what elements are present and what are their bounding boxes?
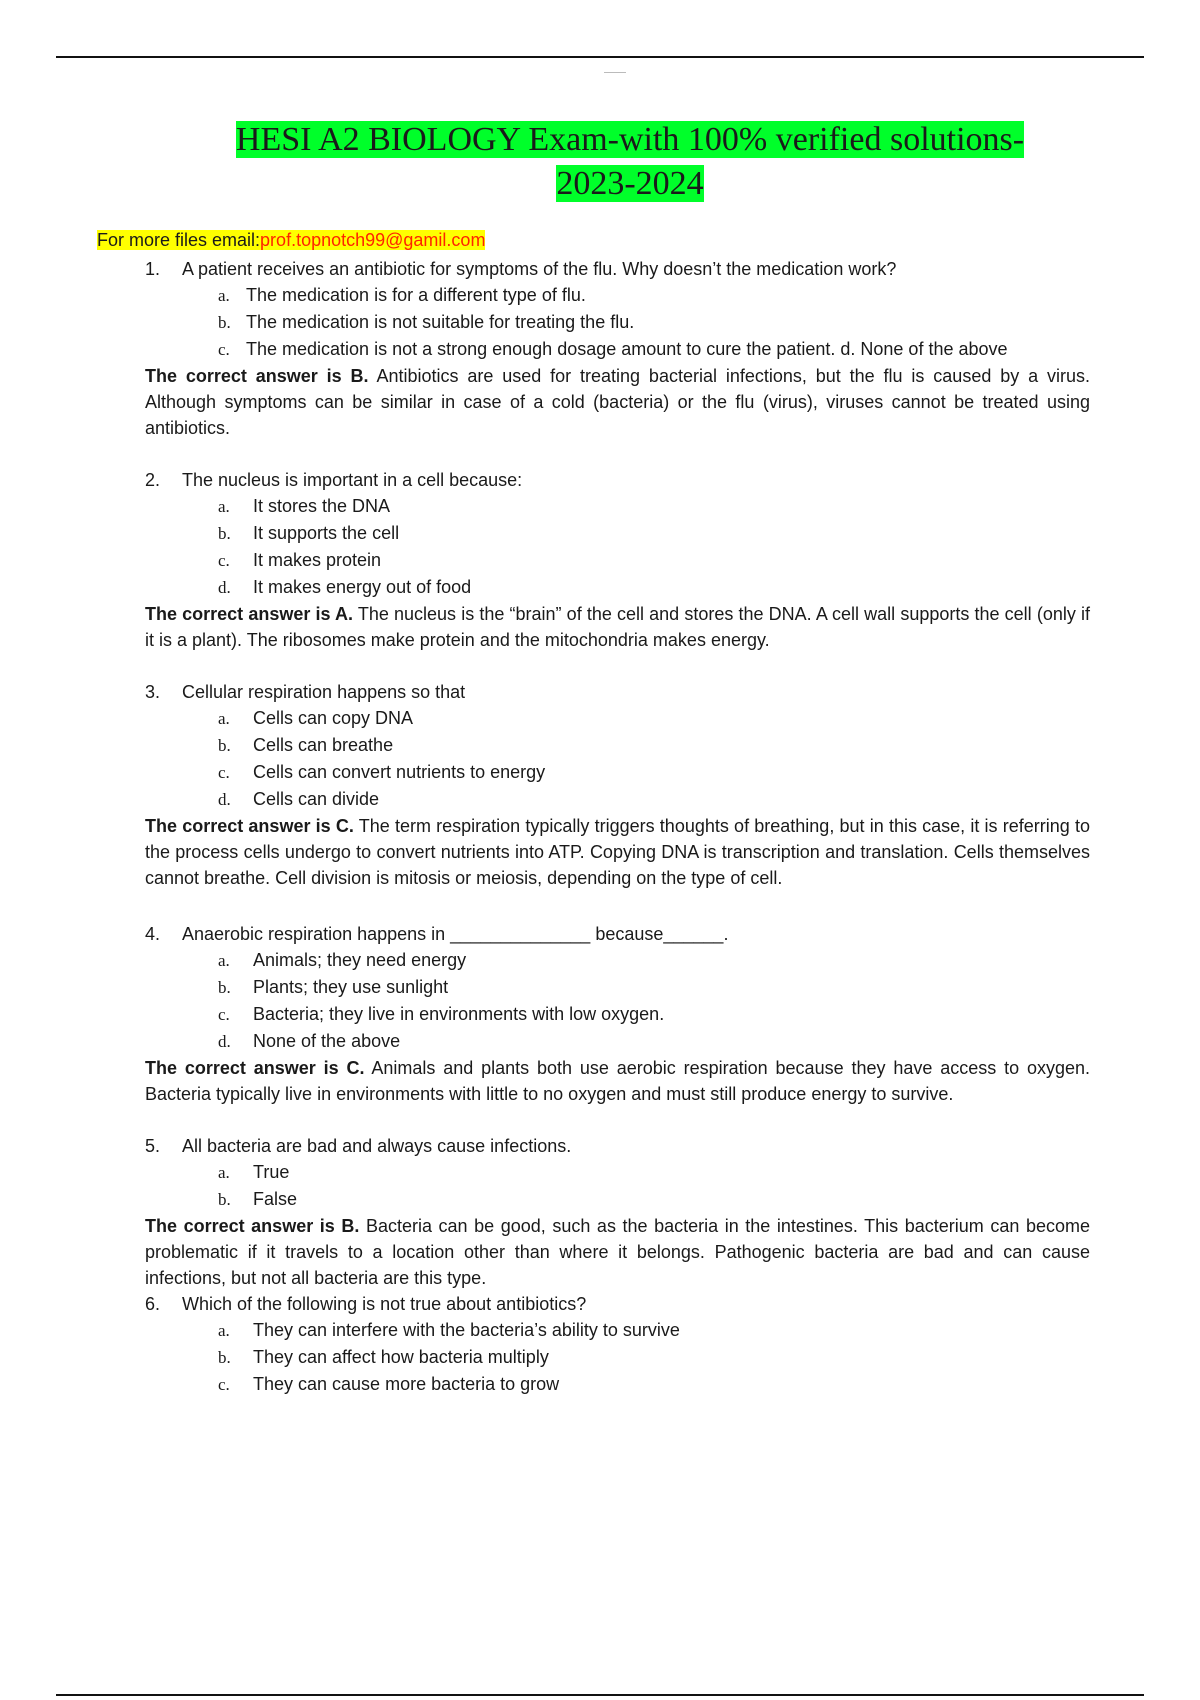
question-number: 2. xyxy=(145,470,161,490)
answer-lead: The correct answer is A. xyxy=(145,604,354,624)
option-6a xyxy=(218,1317,1098,1344)
option-2a xyxy=(218,493,1098,520)
answer-5 xyxy=(145,1213,1090,1291)
question-2 xyxy=(145,467,1090,493)
option-text: Cells can copy DNA xyxy=(253,708,414,728)
option-text: The medication is not suitable for treating the flu. xyxy=(246,312,635,332)
question-list xyxy=(0,256,1200,1398)
option-4b xyxy=(218,974,1098,1001)
option-1c xyxy=(218,336,1098,363)
contact-line xyxy=(97,230,485,251)
option-text: False xyxy=(253,1189,298,1209)
option-text: None of the above xyxy=(253,1031,401,1051)
option-text: True xyxy=(253,1162,290,1182)
option-letter: b. xyxy=(218,524,231,543)
option-letter: c. xyxy=(218,1375,230,1394)
option-letter: c. xyxy=(218,551,230,570)
option-letter: a. xyxy=(218,497,230,516)
option-text: They can affect how bacteria multiply xyxy=(253,1347,549,1367)
option-text: Cells can breathe xyxy=(253,735,394,755)
option-2b xyxy=(218,520,1098,547)
footer-rule xyxy=(56,1694,1144,1696)
option-letter: a. xyxy=(218,1163,230,1182)
contact-label: For more files email: xyxy=(97,230,261,250)
option-text: The medication is for a different type of flu. xyxy=(246,285,586,305)
option-text: It stores the DNA xyxy=(253,496,391,516)
option-letter: c. xyxy=(218,340,230,359)
title-text: HESI A2 BIOLOGY Exam-with 100% verified solutions- 2023-2024 xyxy=(235,121,1025,202)
option-4d xyxy=(218,1028,1098,1055)
question-text: Cellular respiration happens so that xyxy=(182,682,466,702)
answer-explanation: Bacteria can be good, such as the bacteria in the intestines. This bacterium can become problematic if it travels to a location other than where it belongs. Pathogenic bacteria are bad and can cause infections, but not all bacteria are this type. xyxy=(145,1216,1090,1288)
question-6 xyxy=(145,1291,1090,1317)
question-text: Which of the following is not true about antibiotics? xyxy=(182,1294,587,1314)
question-3 xyxy=(145,679,1090,705)
answer-explanation: The nucleus is the “brain” of the cell and stores the DNA. A cell wall supports the cell (only if it is a plant). The ribosomes make protein and the mitochondria makes energy. xyxy=(145,604,1090,650)
option-text: It makes energy out of food xyxy=(253,577,472,597)
option-letter: a. xyxy=(218,709,230,728)
header-mark xyxy=(604,72,626,73)
option-letter: d. xyxy=(218,790,231,809)
option-5b xyxy=(218,1186,1098,1213)
option-letter: d. xyxy=(218,578,231,597)
option-letter: b. xyxy=(218,313,231,332)
question-1 xyxy=(145,256,1090,282)
answer-explanation: Animals and plants both use aerobic respiration because they have access to oxygen. Bacteria typically live in environments with little to no oxygen and must still produce energy to survive. xyxy=(145,1058,1090,1104)
question-number: 4. xyxy=(145,924,161,944)
option-1a xyxy=(218,282,1098,309)
option-6c xyxy=(218,1371,1098,1398)
header-rule xyxy=(56,56,1144,58)
question-text: Anaerobic respiration happens in ______________ because______. xyxy=(182,924,729,944)
option-5a xyxy=(218,1159,1098,1186)
option-text: Cells can convert nutrients to energy xyxy=(253,762,546,782)
option-text: Plants; they use sunlight xyxy=(253,977,449,997)
option-letter: d. xyxy=(218,1032,231,1051)
option-letter: a. xyxy=(218,1321,230,1340)
answer-3 xyxy=(145,813,1090,891)
answer-1 xyxy=(145,363,1090,441)
option-letter: c. xyxy=(218,763,230,782)
question-number: 1. xyxy=(145,259,161,279)
option-3a xyxy=(218,705,1098,732)
question-number: 5. xyxy=(145,1136,161,1156)
question-number: 6. xyxy=(145,1294,161,1314)
option-letter: b. xyxy=(218,736,231,755)
answer-4 xyxy=(145,1055,1090,1107)
option-2c xyxy=(218,547,1098,574)
option-letter: a. xyxy=(218,286,230,305)
option-text: They can cause more bacteria to grow xyxy=(253,1374,560,1394)
option-letter: c. xyxy=(218,1005,230,1024)
option-6b xyxy=(218,1344,1098,1371)
answer-lead: The correct answer is C. xyxy=(145,1058,365,1078)
option-3c xyxy=(218,759,1098,786)
document-title xyxy=(200,118,1060,206)
question-4 xyxy=(145,921,1090,947)
option-text: They can interfere with the bacteria’s ability to survive xyxy=(253,1320,680,1340)
answer-lead: The correct answer is C. xyxy=(145,816,354,836)
question-number: 3. xyxy=(145,682,161,702)
answer-explanation: Antibiotics are used for treating bacterial infections, but the flu is caused by a virus. Although symptoms can be similar in case of a cold (bacteria) or the flu (virus), viruses cannot be treated using antibiotics. xyxy=(145,366,1090,438)
option-text: Cells can divide xyxy=(253,789,380,809)
option-2d xyxy=(218,574,1098,601)
option-1b xyxy=(218,309,1098,336)
option-letter: a. xyxy=(218,951,230,970)
option-text: It supports the cell xyxy=(253,523,400,543)
option-letter: b. xyxy=(218,1348,231,1367)
question-text: The nucleus is important in a cell because: xyxy=(182,470,523,490)
answer-2 xyxy=(145,601,1090,653)
answer-lead: The correct answer is B. xyxy=(145,366,369,386)
answer-lead: The correct answer is B. xyxy=(145,1216,360,1236)
contact-email-link[interactable]: prof.topnotch99@gamil.com xyxy=(260,230,486,250)
option-letter: b. xyxy=(218,1190,231,1209)
option-text: The medication is not a strong enough dosage amount to cure the patient. d. None of the above xyxy=(246,339,1008,359)
question-5 xyxy=(145,1133,1090,1159)
question-text: A patient receives an antibiotic for symptoms of the flu. Why doesn’t the medication work? xyxy=(182,259,897,279)
option-4a xyxy=(218,947,1098,974)
option-4c xyxy=(218,1001,1098,1028)
answer-explanation: The term respiration typically triggers thoughts of breathing, but in this case, it is referring to the process cells undergo to convert nutrients into ATP. Copying DNA is transcription and translation. Cells themselves cannot breathe. Cell division is mitosis or meiosis, depending on the type of cell. xyxy=(145,816,1090,888)
option-3b xyxy=(218,732,1098,759)
option-text: Bacteria; they live in environments with low oxygen. xyxy=(253,1004,665,1024)
question-text: All bacteria are bad and always cause infections. xyxy=(182,1136,572,1156)
option-text: It makes protein xyxy=(253,550,382,570)
option-text: Animals; they need energy xyxy=(253,950,467,970)
option-letter: b. xyxy=(218,978,231,997)
option-3d xyxy=(218,786,1098,813)
